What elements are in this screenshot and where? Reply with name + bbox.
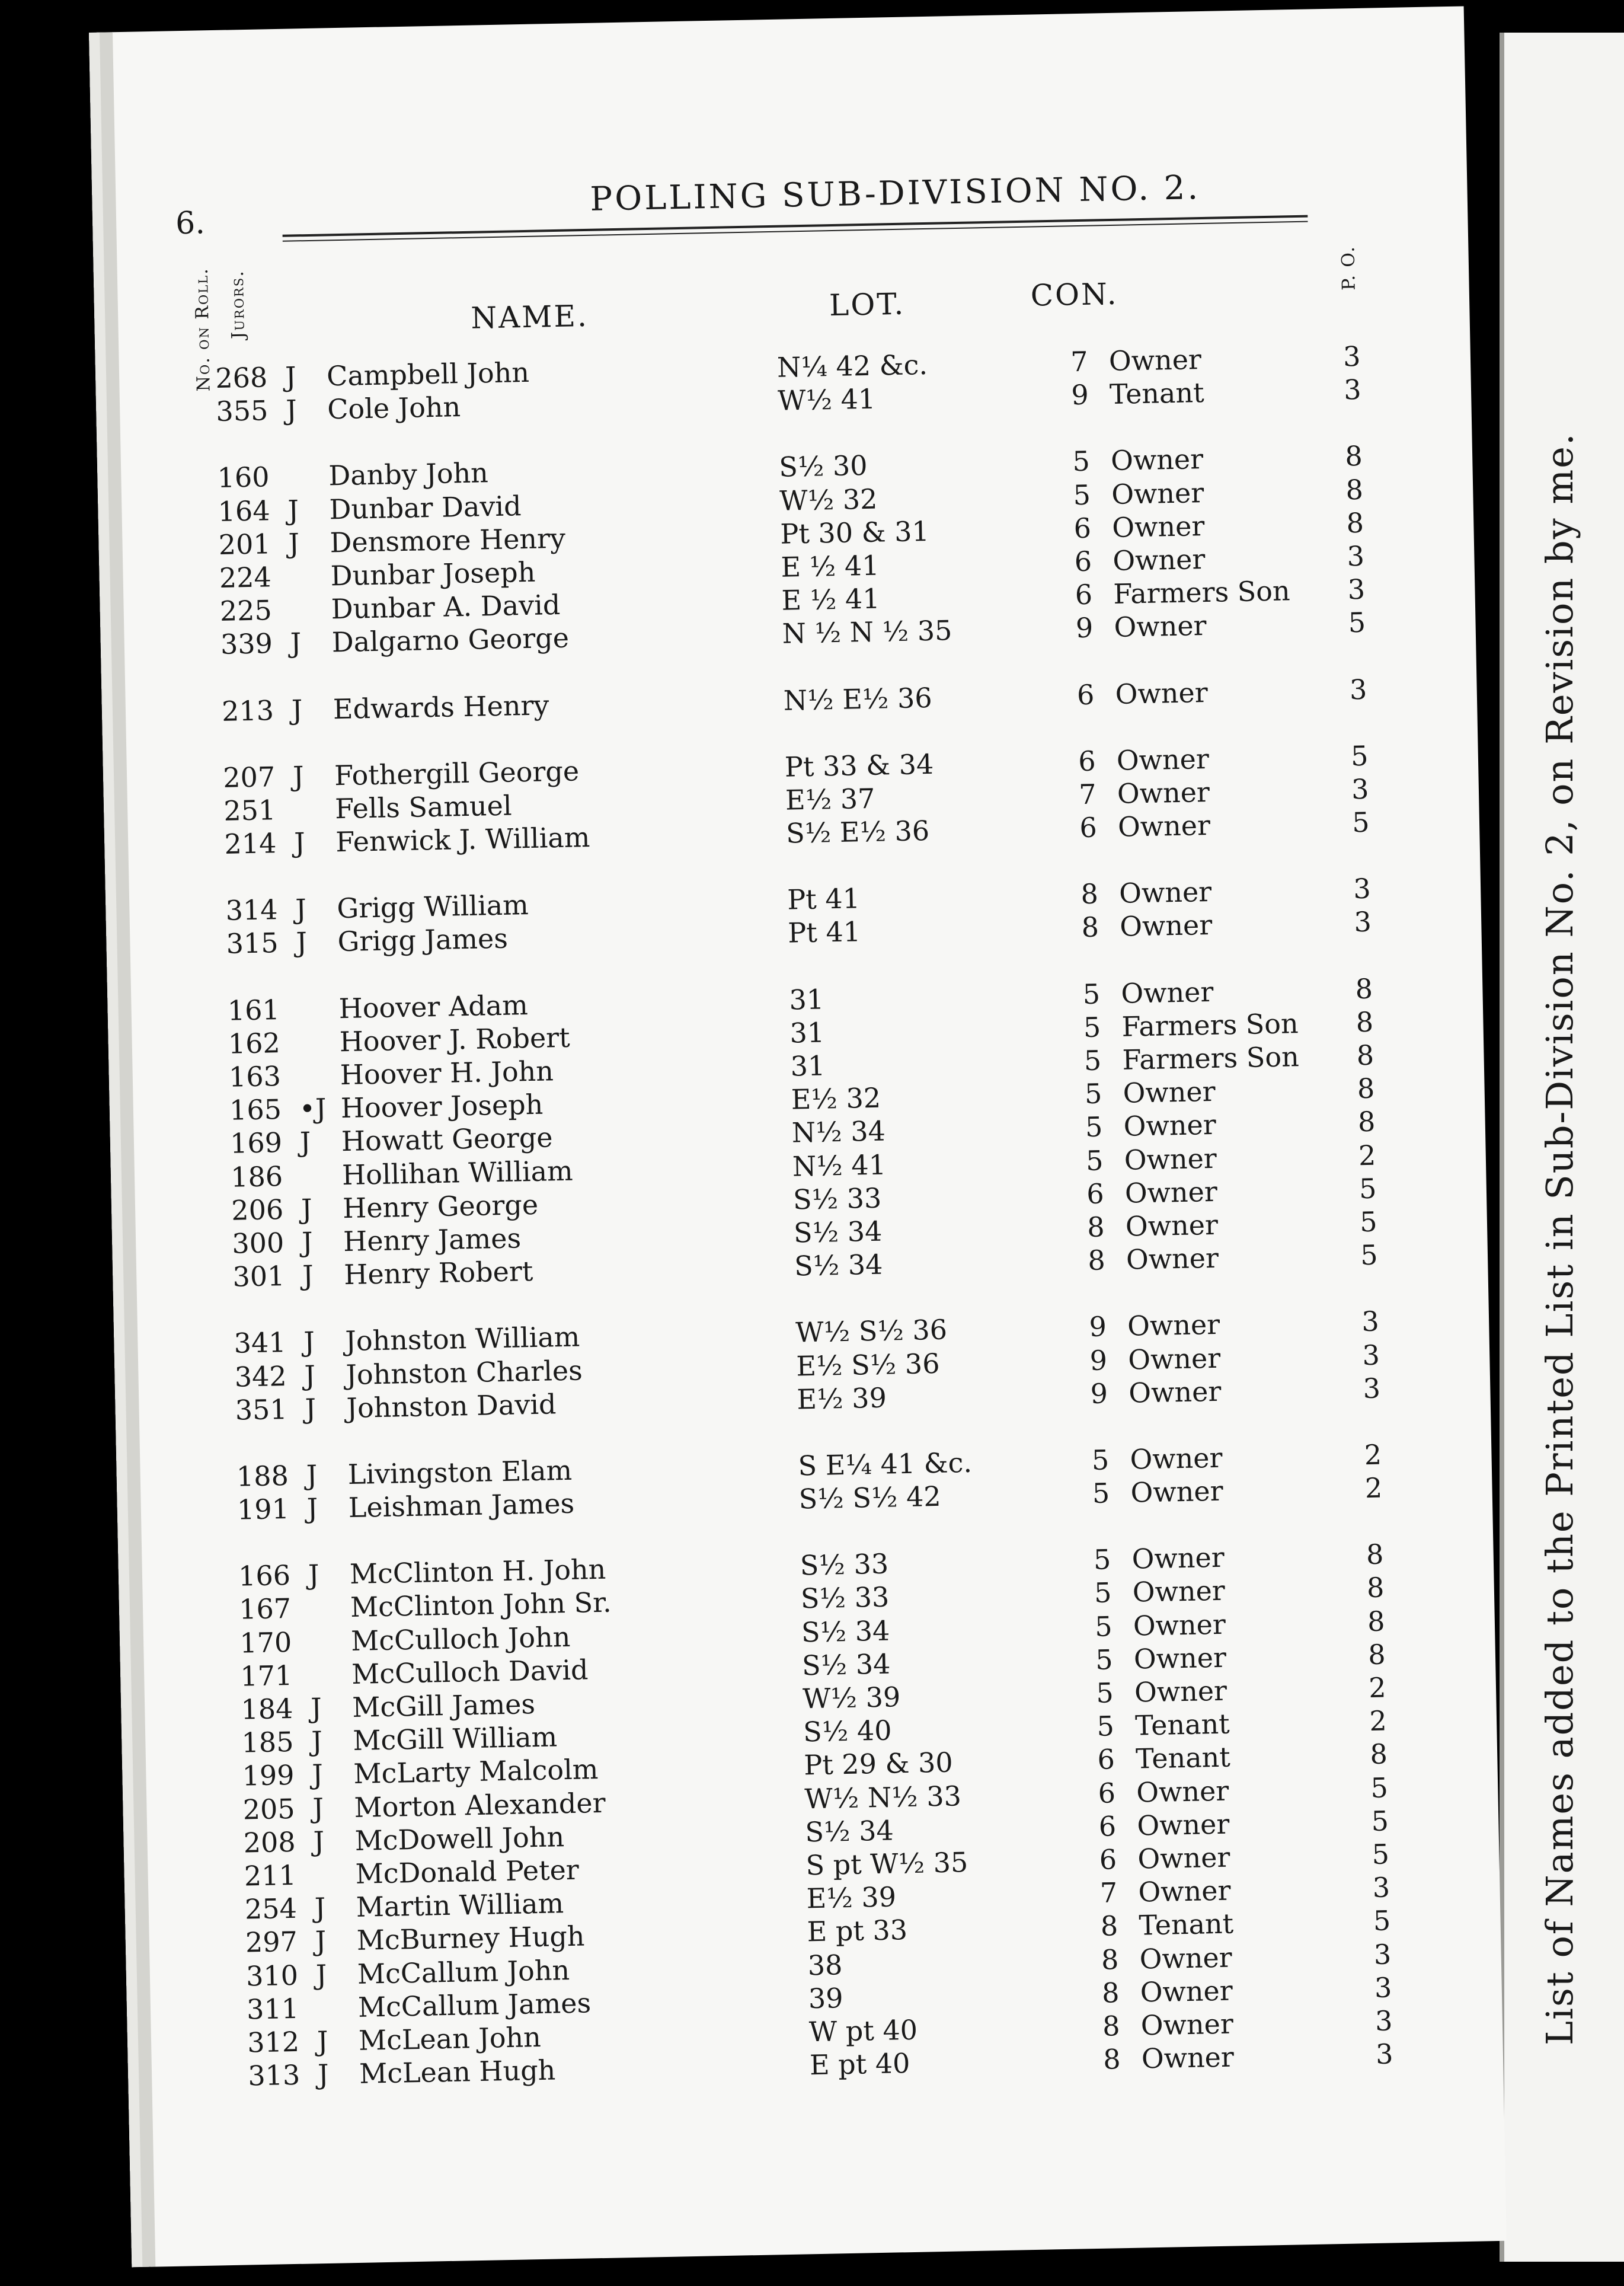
side-note: List of Names added to the Printed List in Sub-Division No. 2, on Revision by me. — [1538, 432, 1581, 2045]
table-row: 214 J Fenwick J. William S½ E½ 36 6 Owner 5 — [223, 806, 1370, 860]
header-rule — [283, 215, 1308, 237]
page-number: 6. — [175, 205, 206, 242]
col-header-name: NAME. — [470, 298, 589, 336]
table-row: 199 J McLarty Malcolm Pt 29 & 30 6 Tenant 8 — [242, 1738, 1388, 1792]
table-row: 205 J Morton Alexander W½ N½ 33 6 Owner 5 — [242, 1771, 1389, 1826]
table-row: 301 J Henry Robert S½ 34 8 Owner 5 — [232, 1238, 1379, 1293]
table-row: 311 McCallum James 39 8 Owner 3 — [246, 1971, 1392, 2026]
table-row: 164 J Dunbar David W½ 32 5 Owner 8 — [218, 473, 1364, 528]
table-row: 162 Hoover J. Robert 31 5 Farmers Son 8 — [228, 1005, 1374, 1060]
table-row: 184 J McGill James W½ 39 5 Owner 2 — [241, 1671, 1387, 1726]
table-row: 188 J Livingston Elam S E¼ 41 &c. 5 Owner 2 — [236, 1438, 1382, 1493]
table-row: 207 J Fothergill George Pt 33 & 34 6 Owner 5 — [222, 739, 1369, 794]
table-row: 211 McDonald Peter S pt W½ 35 6 Owner 5 — [244, 1838, 1390, 1892]
col-header-jurors: Jurors. — [226, 269, 249, 340]
table-row: 268 J Campbell John N¼ 42 &c. 7 Owner 3 — [215, 340, 1361, 395]
col-header-po: P. O. — [1338, 245, 1360, 291]
page-title: POLLING SUB-DIVISION NO. 2. — [589, 168, 1201, 219]
table-row: 161 Hoover Adam 31 5 Owner 8 — [227, 972, 1373, 1027]
document-page — [89, 6, 1507, 2267]
table-row: 312 J McLean John W pt 40 8 Owner 3 — [247, 2004, 1393, 2059]
table-row: 208 J McDowell John S½ 34 6 Owner 5 — [243, 1805, 1389, 1859]
page-header — [174, 148, 1325, 247]
table-row: 169 J Howatt George N½ 34 5 Owner 8 — [229, 1106, 1376, 1160]
table-row: 201 J Densmore Henry Pt 30 & 31 6 Owner 8 — [218, 506, 1364, 561]
roll-table — [178, 340, 1394, 2094]
table-row: 224 Dunbar Joseph E ½ 41 6 Owner 3 — [219, 539, 1365, 594]
table-row: 313 J McLean Hugh E pt 40 8 Owner 3 — [247, 2038, 1394, 2092]
table-row: 342 J Johnston Charles E½ S½ 36 9 Owner 3 — [234, 1339, 1380, 1393]
table-row: 297 J McBurney Hugh E pt 33 8 Tenant 5 — [245, 1904, 1391, 1959]
table-row: 170 McCulloch John S½ 34 5 Owner 8 — [239, 1605, 1385, 1659]
table-row: 186 Hollihan William N½ 41 5 Owner 2 — [230, 1139, 1376, 1193]
table-row: 351 J Johnston David E½ 39 9 Owner 3 — [235, 1372, 1381, 1426]
table-row: 213 J Edwards Henry N½ E½ 36 6 Owner 3 — [221, 673, 1367, 727]
table-row: 310 J McCallum John 38 8 Owner 3 — [245, 1937, 1392, 1993]
table-row: 314 J Grigg William Pt 41 8 Owner 3 — [225, 873, 1372, 927]
table-row: 166 J McClinton H. John S½ 33 5 Owner 8 — [238, 1538, 1384, 1592]
table-row: 165 •J Hoover Joseph E½ 32 5 Owner 8 — [229, 1072, 1375, 1126]
col-header-con: CON. — [1030, 276, 1119, 313]
table-row: 254 J Martin William E½ 39 7 Owner 3 — [244, 1871, 1390, 1926]
table-row: 191 J Leishman James S½ S½ 42 5 Owner 2 — [236, 1471, 1383, 1526]
table-row: 167 McClinton John Sr. S½ 33 5 Owner 8 — [238, 1571, 1385, 1626]
table-row: 315 J Grigg James Pt 41 8 Owner 3 — [226, 906, 1372, 960]
table-row: 339 J Dalgarno George N ½ N ½ 35 9 Owner 5 — [220, 606, 1366, 661]
col-header-no-on-roll: No. on Roll. — [191, 267, 215, 392]
table-row: 300 J Henry James S½ 34 8 Owner 5 — [231, 1205, 1378, 1260]
table-row: 206 J Henry George S½ 33 6 Owner 5 — [231, 1172, 1377, 1227]
table-row: 341 J Johnston William W½ S½ 36 9 Owner 3 — [234, 1305, 1380, 1360]
table-row: 163 Hoover H. John 31 5 Farmers Son 8 — [228, 1039, 1374, 1093]
table-row: 225 Dunbar A. David E ½ 41 6 Farmers Son 3 — [219, 573, 1366, 628]
table-row: 185 J McGill William S½ 40 5 Tenant 2 — [241, 1704, 1388, 1759]
col-header-lot: LOT. — [829, 286, 906, 323]
table-row: 171 McCulloch David S½ 34 5 Owner 8 — [239, 1638, 1386, 1693]
table-row: 355 J Cole John W½ 41 9 Tenant 3 — [215, 373, 1362, 428]
table-row: 160 Danby John S½ 30 5 Owner 8 — [217, 440, 1363, 494]
table-row: 251 Fells Samuel E½ 37 7 Owner 3 — [223, 772, 1370, 827]
